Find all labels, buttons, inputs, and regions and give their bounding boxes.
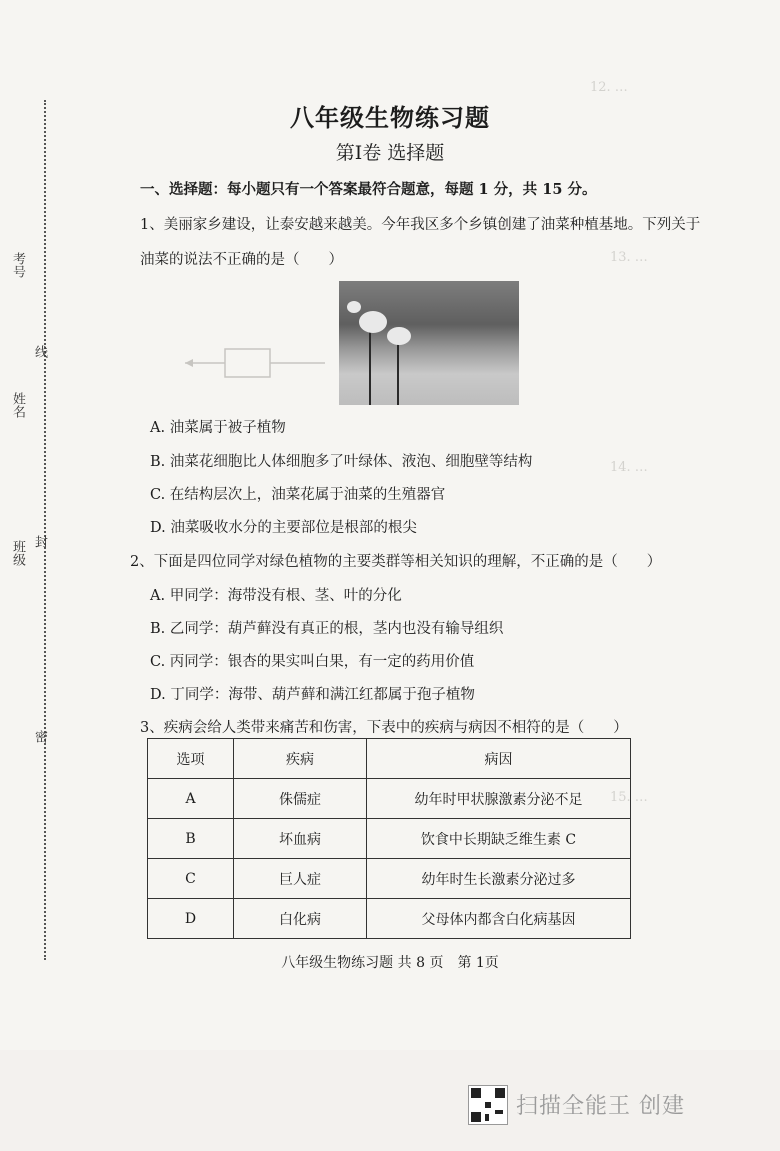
- page-title: 八年级生物练习题: [290, 103, 490, 132]
- table-cell: 白化病: [234, 899, 367, 939]
- binding-mark-xian: 线: [32, 345, 47, 358]
- q1-option-a[interactable]: A. 油菜属于被子植物: [150, 420, 286, 436]
- q1-option-b[interactable]: B. 油菜花细胞比人体细胞多了叶绿体、液泡、细胞壁等结构: [150, 454, 533, 470]
- table-cell: B: [148, 819, 234, 859]
- page-footer: 八年级生物练习题 共 8 页 第 1页: [281, 955, 499, 971]
- binding-mark-mi: 密: [32, 730, 47, 743]
- table-cell: 饮食中长期缺乏维生素 C: [367, 819, 631, 859]
- q1-option-c[interactable]: C. 在结构层次上，油菜花属于油菜的生殖器官: [150, 487, 446, 503]
- q2-option-a[interactable]: A. 甲同学：海带没有根、茎、叶的分化: [150, 588, 402, 604]
- binding-label-xingming: 姓名: [10, 392, 25, 418]
- table-cell: C: [148, 859, 234, 899]
- q1-stem: 1、美丽家乡建设，让泰安越来越美。今年我区多个乡镇创建了油菜种植基地。下列关于: [140, 217, 701, 233]
- scanner-watermark: 扫描全能王 创建: [516, 1094, 685, 1119]
- part-title: 第Ⅰ卷 选择题: [335, 142, 445, 164]
- bleed-through-diagram: [180, 335, 330, 385]
- table-cell: A: [148, 779, 234, 819]
- table-row: [148, 779, 631, 819]
- table-row: [148, 859, 631, 899]
- q2-stem: 2、下面是四位同学对绿色植物的主要类群等相关知识的理解，不正确的是（ ）: [130, 554, 662, 570]
- binding-label-banji: 班级: [10, 540, 25, 566]
- table-row: [148, 899, 631, 939]
- table-cell: 幼年时甲状腺激素分泌不足: [367, 779, 631, 819]
- bleed-through-text: 13. …: [610, 250, 648, 265]
- column-header: 疾病: [234, 739, 367, 779]
- binding-mark-feng: 封: [32, 535, 47, 548]
- q2-option-b[interactable]: B. 乙同学：葫芦藓没有真正的根，茎内也没有输导组织: [150, 621, 504, 637]
- table-row: [148, 819, 631, 859]
- table-header-row: [148, 739, 631, 779]
- binding-line: [44, 100, 46, 960]
- binding-label-kaohao: 考号: [10, 252, 25, 278]
- qr-code-icon: [468, 1085, 508, 1125]
- q3-stem: 3、疾病会给人类带来痛苦和伤害，下表中的疾病与病因不相符的是（ ）: [140, 720, 628, 736]
- section-heading: 一、选择题：每小题只有一个答案最符合题意，每题 1 分，共 15 分。: [140, 181, 597, 198]
- q2-option-d[interactable]: D. 丁同学：海带、葫芦藓和满江红都属于孢子植物: [150, 687, 475, 703]
- q2-option-c[interactable]: C. 丙同学：银杏的果实叫白果，有一定的药用价值: [150, 654, 475, 670]
- bleed-through-text: 15. …: [610, 790, 648, 805]
- table-cell: 坏血病: [234, 819, 367, 859]
- bleed-through-text: 12. …: [590, 80, 628, 95]
- table-cell: 幼年时生长激素分泌过多: [367, 859, 631, 899]
- bleed-through-text: 14. …: [610, 460, 648, 475]
- table-cell: 侏儒症: [234, 779, 367, 819]
- table-cell: D: [148, 899, 234, 939]
- q1-option-d[interactable]: D. 油菜吸收水分的主要部位是根部的根尖: [150, 520, 417, 536]
- rapeseed-flower-photo: [339, 281, 519, 405]
- q3-table: [147, 738, 631, 939]
- table-cell: 父母体内都含白化病基因: [367, 899, 631, 939]
- q1-stem: 油菜的说法不正确的是（ ）: [140, 252, 343, 268]
- column-header: 病因: [367, 739, 631, 779]
- table-cell: 巨人症: [234, 859, 367, 899]
- column-header: 选项: [148, 739, 234, 779]
